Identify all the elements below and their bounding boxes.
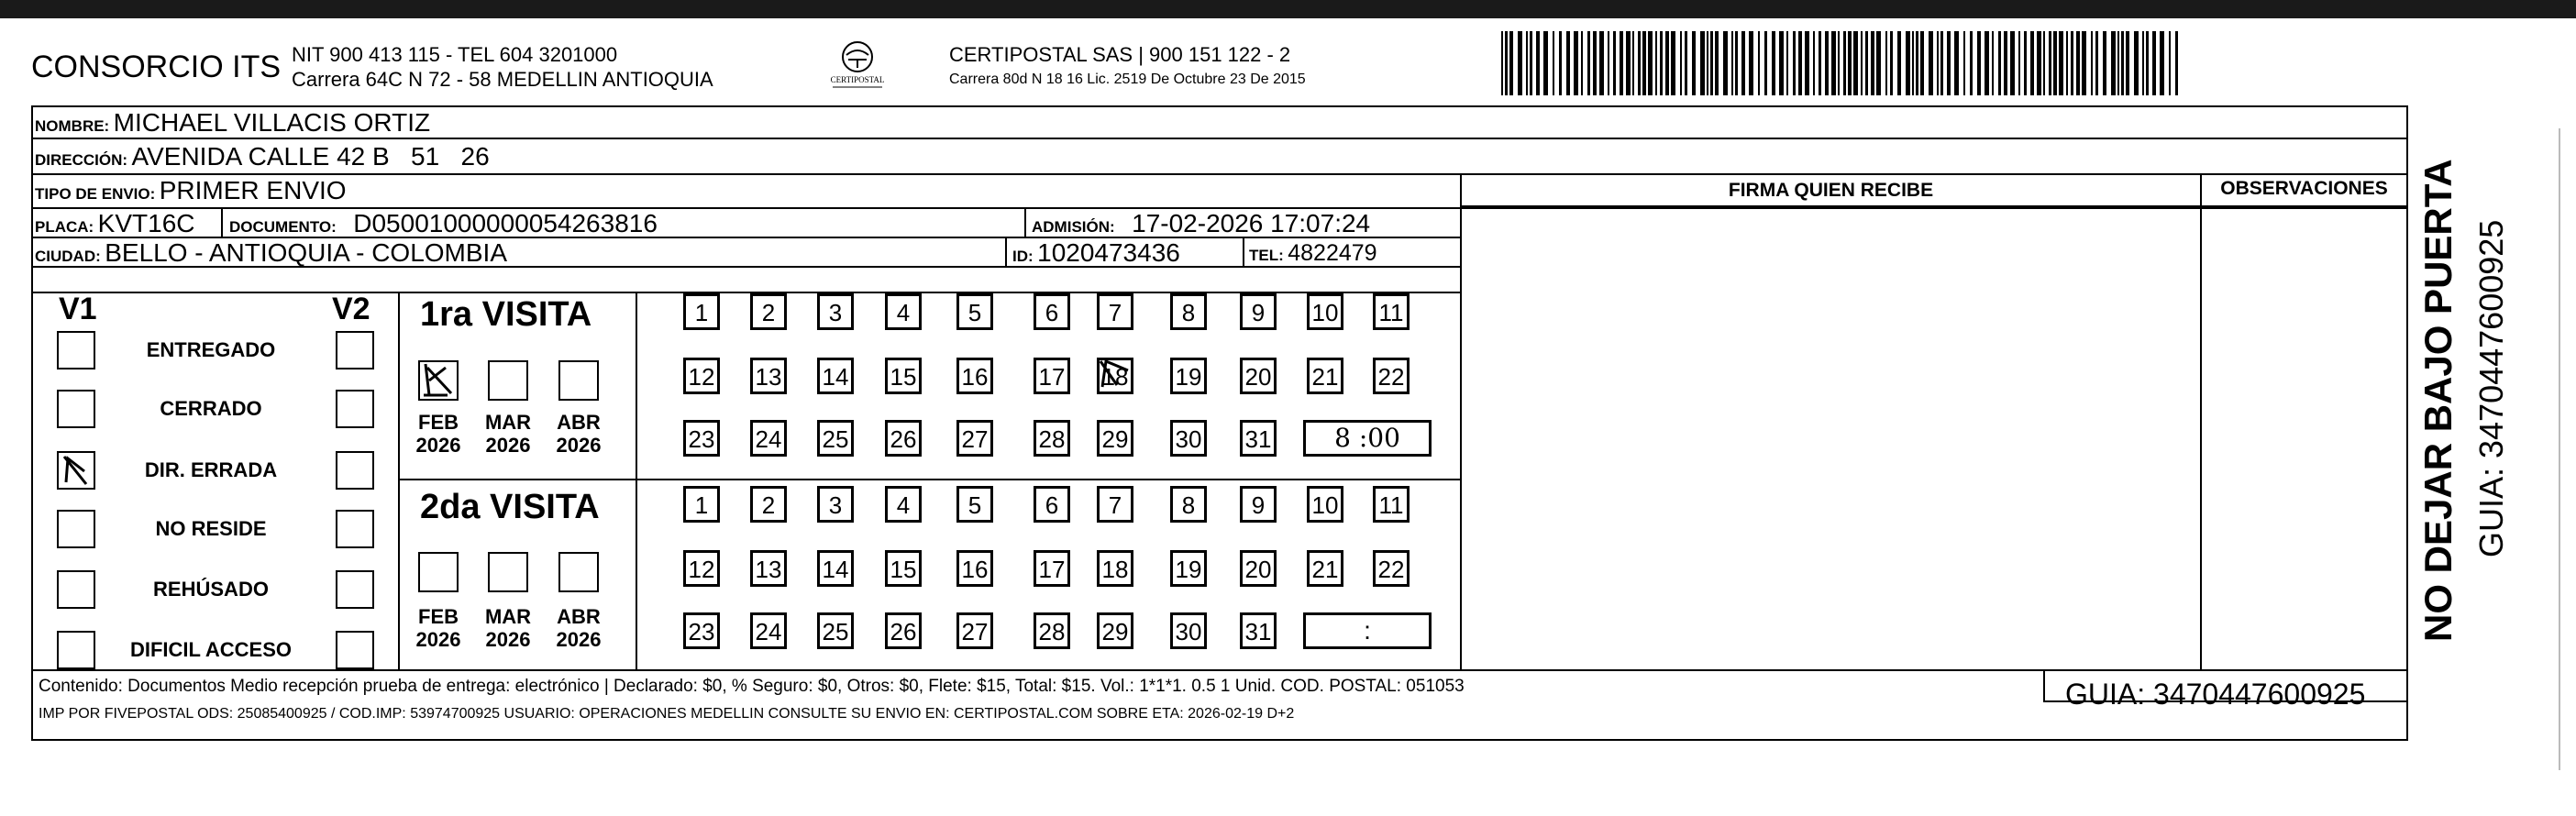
barcode-bar (1929, 31, 1933, 95)
barcode-bar (1700, 31, 1705, 95)
barcode-bar (1526, 31, 1528, 95)
second-visit-day-4[interactable]: 4 (885, 486, 922, 523)
v1-header: V1 (59, 292, 97, 326)
tel-value: 4822479 (1288, 240, 1377, 266)
v2-status-checkbox[interactable] (336, 570, 374, 609)
admision-label: ADMISIÓN: (1032, 218, 1115, 236)
barcode-bar (1838, 31, 1840, 95)
nombre-value: MICHAEL VILLACIS ORTIZ (113, 108, 431, 137)
first-visit-day-5[interactable]: 5 (956, 293, 993, 330)
barcode-bar (1735, 31, 1738, 95)
first-visit-day-14[interactable]: 14 (817, 358, 854, 394)
tipo-envio-value: PRIMER ENVIO (159, 176, 347, 204)
barcode-bar (1638, 31, 1641, 95)
barcode-bar (2095, 31, 2098, 95)
barcode-bar (1912, 31, 1914, 95)
first-visit-day-23[interactable]: 23 (683, 420, 720, 457)
first-visit-day-2[interactable]: 2 (750, 293, 787, 330)
barcode-bar (1741, 31, 1745, 95)
direccion-value: AVENIDA CALLE 42 B 51 26 (131, 142, 490, 171)
first-visit-day-13[interactable]: 13 (750, 358, 787, 394)
company-address-line: Carrera 64C N 72 - 58 MEDELLIN ANTIOQUIA (292, 68, 713, 91)
first-visit-day-16[interactable]: 16 (956, 358, 993, 394)
barcode-bar (1853, 31, 1858, 95)
month-name: ABR (557, 411, 601, 434)
second-visit-day-10[interactable]: 10 (1307, 486, 1343, 523)
first-visit-day-9[interactable]: 9 (1240, 293, 1277, 330)
second-visit-month-label (542, 605, 615, 651)
admision-value: 17-02-2026 17:07:24 (1132, 209, 1371, 237)
nombre-label: NOMBRE: (35, 117, 110, 135)
second-visit-day-9[interactable]: 9 (1240, 486, 1277, 523)
barcode-bar (1871, 31, 1874, 95)
barcode-bar (1530, 31, 1532, 95)
second-visit-day-20[interactable]: 20 (1240, 550, 1277, 587)
no-dejar-bajo-puerta: NO DEJAR BAJO PUERTA (2416, 159, 2460, 642)
barcode-bar (2121, 31, 2124, 95)
first-visit-day-6[interactable]: 6 (1034, 293, 1070, 330)
status-label: ENTREGADO (146, 338, 276, 361)
barcode-bar (2059, 31, 2063, 95)
barcode-bar (1970, 31, 1973, 95)
first-visit-month-label (402, 411, 475, 457)
barcode-bar (1906, 31, 1910, 95)
barcode-bar (1985, 31, 1989, 95)
documento-field (229, 209, 658, 238)
barcode-bar (1992, 31, 1994, 95)
second-visit-day-11[interactable]: 11 (1373, 486, 1410, 523)
month-divider (636, 292, 637, 669)
row-divider (31, 173, 2408, 175)
second-visit-title: 2da VISITA (420, 488, 600, 526)
second-visit-day-16[interactable]: 16 (956, 550, 993, 587)
footer-guia: GUIA: 3470447600925 (2065, 678, 2366, 711)
ciudad-value: BELLO - ANTIOQUIA - COLOMBIA (105, 238, 508, 267)
barcode-bar (1758, 31, 1760, 95)
second-visit-day-18[interactable]: 18 (1097, 550, 1133, 587)
second-visit-day-7[interactable]: 7 (1097, 486, 1133, 523)
direccion-field (35, 142, 490, 171)
barcode-bar (2169, 31, 2171, 95)
first-visit-day-27[interactable]: 27 (956, 420, 993, 457)
barcode-bar (2111, 31, 2116, 95)
barcode-bar (1865, 31, 1868, 95)
company-name: CONSORCIO ITS (31, 50, 282, 84)
barcode-bar (1509, 31, 1513, 95)
barcode-bar (1680, 31, 1682, 95)
admision-field (1032, 209, 1370, 238)
placa-divider (221, 207, 223, 237)
v1-status-checkbox[interactable] (57, 510, 95, 548)
barcode-bar (1642, 31, 1646, 95)
barcode-bar (1665, 31, 1669, 95)
barcode-bar (2152, 31, 2156, 95)
tel-divider (1243, 237, 1244, 266)
second-visit-month-label (402, 605, 475, 651)
barcode-bar (1916, 31, 1918, 95)
barcode-bar (1764, 31, 1767, 95)
barcode-bar (2103, 31, 2106, 95)
barcode-bar (1861, 31, 1863, 95)
second-visit-day-27[interactable]: 27 (956, 612, 993, 649)
id-field (1012, 238, 1180, 268)
top-border (0, 0, 2576, 18)
month-name: FEB (418, 411, 459, 434)
barcode-bar (1897, 31, 1901, 95)
barcode-bar (1749, 31, 1753, 95)
barcode-bar (1671, 31, 1675, 95)
column-header-divider (1460, 205, 2408, 207)
barcode-bar (1543, 31, 1548, 95)
v1-status-checkbox[interactable] (57, 451, 95, 490)
barcode-bar (1501, 31, 1503, 95)
first-visit-day-30[interactable]: 30 (1170, 420, 1207, 457)
status-label: NO RESIDE (155, 517, 267, 540)
barcode-bar (2018, 31, 2020, 95)
first-visit-day-3[interactable]: 3 (817, 293, 854, 330)
barcode-bar (2004, 31, 2007, 95)
second-visit-month-label (471, 605, 545, 651)
second-visit-day-3[interactable]: 3 (817, 486, 854, 523)
barcode-bar (1655, 31, 1657, 95)
month-year: 2026 (415, 434, 461, 457)
barcode-bar (1848, 31, 1852, 95)
barcode-bar (2126, 31, 2129, 95)
barcode-bar (1977, 31, 1981, 95)
first-visit-title: 1ra VISITA (420, 295, 592, 334)
first-visit-day-28[interactable]: 28 (1034, 420, 1070, 457)
first-visit-day-8[interactable]: 8 (1170, 293, 1207, 330)
month-name: MAR (484, 605, 532, 628)
second-visit-day-25[interactable]: 25 (817, 612, 854, 649)
first-visit-day-15[interactable]: 15 (885, 358, 922, 394)
first-visit-day-19[interactable]: 19 (1170, 358, 1207, 394)
footer-print-info: IMP POR FIVEPOSTAL ODS: 25085400925 / COD.IMP: 53974700925 USUARIO: OPERACIONES MEDELLIN CONSULTE SU ENVIO EN: CERTIPOSTAL.COM SOBRE ETA: 2026-02-19 D+2 (39, 706, 1295, 722)
first-visit-month-checkbox[interactable] (418, 360, 459, 401)
second-visit-day-8[interactable]: 8 (1170, 486, 1207, 523)
barcode-bar (1505, 31, 1508, 95)
side-guia: GUIA: 3470447600925 (2472, 219, 2510, 557)
barcode-bar (1660, 31, 1663, 95)
barcode-bar (1798, 31, 1802, 95)
v1-status-checkbox[interactable] (57, 331, 95, 369)
second-visit-day-29[interactable]: 29 (1097, 612, 1133, 649)
first-visit-day-31[interactable]: 31 (1240, 420, 1277, 457)
first-visit-day-26[interactable]: 26 (885, 420, 922, 457)
company-info (292, 42, 713, 92)
courier-address-line: Carrera 80d N 18 16 Lic. 2519 De Octubre 23 De 2015 (949, 72, 1306, 87)
placa-label: PLACA: (35, 218, 94, 236)
status-label: DIR. ERRADA (144, 458, 278, 481)
barcode-bar (1793, 31, 1796, 95)
placa-value: KVT16C (97, 209, 195, 237)
barcode-bar (1553, 31, 1554, 95)
v2-header: V2 (332, 292, 370, 326)
barcode-bar (2043, 31, 2045, 95)
second-visit-day-19[interactable]: 19 (1170, 550, 1207, 587)
barcode-bar (2142, 31, 2144, 95)
barcode-bar (2037, 31, 2041, 95)
barcode-bar (2024, 31, 2027, 95)
second-visit-day-5[interactable]: 5 (956, 486, 993, 523)
barcode-bar (1825, 31, 1829, 95)
first-visit-time[interactable]: 8 :00 (1303, 420, 1432, 457)
status-divider (398, 292, 400, 669)
scan-edge (2559, 128, 2560, 770)
documento-value: D05001000000054263816 (353, 209, 658, 237)
first-visit-day-21[interactable]: 21 (1307, 358, 1343, 394)
barcode-bar (1559, 31, 1562, 95)
logo-text: CERTIPOSTAL (830, 75, 885, 84)
admision-divider (1024, 207, 1026, 237)
first-visit-day-1[interactable]: 1 (683, 293, 720, 330)
barcode-bar (1772, 31, 1775, 95)
second-visit-month-checkbox[interactable] (558, 552, 599, 592)
barcode-bar (1885, 31, 1887, 95)
barcode-bar (1813, 31, 1815, 95)
status-label: CERRADO (160, 397, 262, 420)
second-visit-day-26[interactable]: 26 (885, 612, 922, 649)
status-label: REHÚSADO (153, 578, 269, 601)
second-visit-month-checkbox[interactable] (488, 552, 528, 592)
certipostal-logo (814, 37, 901, 97)
barcode-bar (2049, 31, 2051, 95)
second-visit-day-24[interactable]: 24 (750, 612, 787, 649)
barcode-bar (2082, 31, 2086, 95)
barcode-bar (1599, 31, 1604, 95)
barcode-bar (1518, 31, 1522, 95)
direccion-label: DIRECCIÓN: (35, 151, 128, 169)
second-visit-day-2[interactable]: 2 (750, 486, 787, 523)
tipo-envio-label: TIPO DE ENVIO: (35, 185, 156, 203)
month-year: 2026 (556, 628, 602, 651)
second-visit-day-17[interactable]: 17 (1034, 550, 1070, 587)
barcode-bar (1947, 31, 1951, 95)
second-visit-month-checkbox[interactable] (418, 552, 459, 592)
guia-box-border (2043, 669, 2045, 702)
barcode-bar (1626, 31, 1631, 95)
v1-status-checkbox[interactable] (57, 570, 95, 609)
first-visit-day-12[interactable]: 12 (683, 358, 720, 394)
second-visit-day-1[interactable]: 1 (683, 486, 720, 523)
first-visit-day-17[interactable]: 17 (1034, 358, 1070, 394)
barcode-bar (2053, 31, 2057, 95)
v2-status-checkbox[interactable] (336, 631, 374, 669)
barcode-bar (1632, 31, 1634, 95)
barcode-bar (1566, 31, 1570, 95)
courier-name-line: CERTIPOSTAL SAS | 900 151 122 - 2 (949, 43, 1291, 66)
second-visit-day-21[interactable]: 21 (1307, 550, 1343, 587)
second-visit-day-23[interactable]: 23 (683, 612, 720, 649)
barcode-bar (1819, 31, 1821, 95)
barcode-bar (1731, 31, 1733, 95)
placa-field (35, 209, 195, 238)
barcode-bar (1608, 31, 1609, 95)
second-visit-day-22[interactable]: 22 (1373, 550, 1410, 587)
second-visit-day-28[interactable]: 28 (1034, 612, 1070, 649)
barcode-bar (2134, 31, 2139, 95)
v2-status-checkbox[interactable] (336, 510, 374, 548)
observations-left-border (2200, 173, 2202, 669)
barcode-bar (1707, 31, 1708, 95)
barcode-bar (2117, 31, 2119, 95)
v1-status-checkbox[interactable] (57, 390, 95, 428)
barcode-bar (1692, 31, 1696, 95)
first-visit-day-25[interactable]: 25 (817, 420, 854, 457)
tel-label: TEL: (1249, 247, 1284, 264)
first-visit-month-checkbox[interactable] (488, 360, 528, 401)
first-visit-month-checkbox[interactable] (558, 360, 599, 401)
barcode-bar (1685, 31, 1687, 95)
first-visit-day-10[interactable]: 10 (1307, 293, 1343, 330)
barcode-bar (1648, 31, 1653, 95)
barcode-bar (1876, 31, 1881, 95)
barcode-bar (1779, 31, 1784, 95)
second-visit-time[interactable]: : (1303, 612, 1432, 649)
first-visit-day-20[interactable]: 20 (1240, 358, 1277, 394)
footer-contents: Contenido: Documentos Medio recepción prueba de entrega: electrónico | Declarado: $0, % Seguro: $0, Otros: $0, Flete: $15, Total: $15. Vol.: 1*1*1. 0.5 1 Unid. COD. POSTAL: 051053 (39, 677, 1465, 696)
second-visit-day-14[interactable]: 14 (817, 550, 854, 587)
barcode-bar (1890, 31, 1893, 95)
barcode-bar (2010, 31, 2015, 95)
row-divider (31, 138, 2408, 139)
barcode-bar (1954, 31, 1959, 95)
first-visit-day-22[interactable]: 22 (1373, 358, 1410, 394)
signature-left-border (1460, 173, 1462, 669)
v1-status-checkbox[interactable] (57, 631, 95, 669)
tipo-envio-field (35, 176, 347, 205)
second-visit-day-6[interactable]: 6 (1034, 486, 1070, 523)
barcode (1499, 31, 2183, 95)
visit-divider (398, 479, 1460, 480)
barcode-bar (2146, 31, 2149, 95)
documento-label: DOCUMENTO: (229, 218, 337, 236)
tel-field (1249, 240, 1377, 267)
status-label: DIFICIL ACCESO (129, 638, 292, 661)
id-divider (1005, 237, 1007, 266)
second-visit-day-30[interactable]: 30 (1170, 612, 1207, 649)
barcode-bar (2175, 31, 2178, 95)
barcode-bar (2160, 31, 2164, 95)
second-visit-day-13[interactable]: 13 (750, 550, 787, 587)
barcode-bar (1963, 31, 1965, 95)
first-visit-day-18[interactable]: 18 (1097, 358, 1133, 394)
first-visit-month-label (542, 411, 615, 457)
observaciones-header: OBSERVACIONES (2220, 178, 2388, 199)
barcode-bar (2076, 31, 2080, 95)
barcode-bar (1715, 31, 1719, 95)
month-year: 2026 (415, 628, 461, 651)
barcode-bar (2066, 31, 2068, 95)
firma-header: FIRMA QUIEN RECIBE (1728, 180, 1934, 201)
barcode-bar (2071, 31, 2073, 95)
barcode-bar (1710, 31, 1713, 95)
second-visit-day-31[interactable]: 31 (1240, 612, 1277, 649)
month-name: MAR (484, 411, 532, 434)
barcode-bar (1920, 31, 1924, 95)
second-visit-day-12[interactable]: 12 (683, 550, 720, 587)
barcode-bar (1998, 31, 2001, 95)
footer-divider (31, 669, 2408, 671)
barcode-bar (1593, 31, 1597, 95)
id-label: ID: (1012, 248, 1034, 265)
month-year: 2026 (485, 628, 531, 651)
nombre-field (35, 108, 430, 138)
barcode-bar (1843, 31, 1846, 95)
second-visit-day-15[interactable]: 15 (885, 550, 922, 587)
barcode-bar (1831, 31, 1836, 95)
month-year: 2026 (556, 434, 602, 457)
month-name: ABR (557, 605, 601, 628)
barcode-bar (1536, 31, 1540, 95)
first-visit-month-label (471, 411, 545, 457)
month-name: FEB (418, 605, 459, 628)
first-visit-day-24[interactable]: 24 (750, 420, 787, 457)
ciudad-label: CIUDAD: (35, 248, 101, 265)
barcode-bar (1613, 31, 1616, 95)
barcode-bar (1723, 31, 1728, 95)
barcode-bar (1581, 31, 1583, 95)
barcode-bar (1587, 31, 1590, 95)
barcode-bar (1620, 31, 1623, 95)
barcode-bar (1805, 31, 1809, 95)
v2-status-checkbox[interactable] (336, 390, 374, 428)
barcode-bar (1574, 31, 1578, 95)
courier-info (949, 42, 1306, 92)
first-visit-day-4[interactable]: 4 (885, 293, 922, 330)
first-visit-day-29[interactable]: 29 (1097, 420, 1133, 457)
barcode-bar (1940, 31, 1943, 95)
first-visit-day-7[interactable]: 7 (1097, 293, 1133, 330)
v2-status-checkbox[interactable] (336, 451, 374, 490)
id-value: 1020473436 (1037, 238, 1180, 267)
month-year: 2026 (485, 434, 531, 457)
barcode-bar (2091, 31, 2093, 95)
ciudad-field (35, 238, 507, 268)
company-nit-line: NIT 900 413 115 - TEL 604 3201000 (292, 43, 618, 66)
barcode-bar (1937, 31, 1939, 95)
barcode-bar (1786, 31, 1788, 95)
barcode-bar (2030, 31, 2034, 95)
first-visit-day-11[interactable]: 11 (1373, 293, 1410, 330)
v2-status-checkbox[interactable] (336, 331, 374, 369)
